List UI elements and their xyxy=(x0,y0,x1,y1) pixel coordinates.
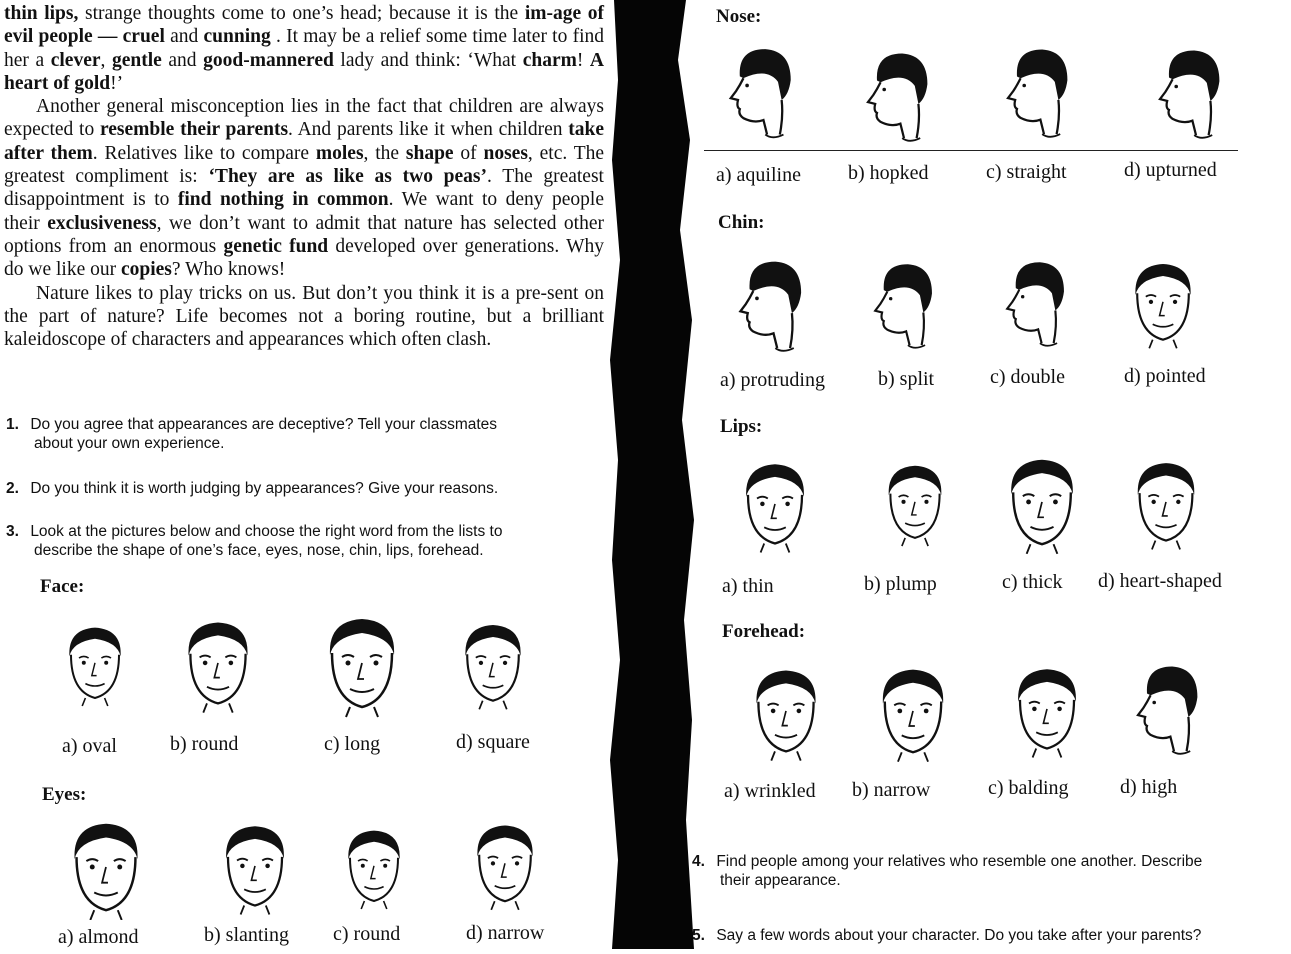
caption-lips-d: d) heart-shaped xyxy=(1098,570,1222,592)
caption-forehead-a: a) wrinkled xyxy=(724,780,816,802)
lips-heading: Lips: xyxy=(720,416,763,437)
profile-illustration-icon xyxy=(1142,36,1232,146)
question-text-line1: Do you agree that appearances are deceptive? Tell your classmates xyxy=(30,416,498,433)
binding-gutter xyxy=(606,0,696,949)
caption-chin-c: c) double xyxy=(990,366,1065,388)
question-text-line1: Say a few words about your character. Do you take after your parents? xyxy=(716,927,1202,944)
face-illustration-icon xyxy=(462,805,548,920)
caption-nose-c: c) straight xyxy=(986,161,1067,183)
question-number: 4. xyxy=(692,853,705,870)
eyes-heading: Eyes: xyxy=(42,784,87,805)
face-illustration-icon xyxy=(866,654,960,766)
face-illustration-icon xyxy=(55,606,135,718)
caption-forehead-d: d) high xyxy=(1120,776,1178,798)
question-text-line1: Find people among your relatives who resemble one another. Describe xyxy=(716,853,1203,870)
question-2 xyxy=(6,479,606,498)
face-illustration-icon xyxy=(334,810,414,920)
profile-illustration-icon xyxy=(1120,650,1210,764)
question-number: 3. xyxy=(6,523,19,540)
caption-chin-a: a) protruding xyxy=(720,369,825,391)
face-illustration-icon xyxy=(1122,446,1210,556)
profile-illustration-icon xyxy=(858,246,944,360)
caption-eyes-a: a) almond xyxy=(58,926,139,948)
paragraph-3: Nature likes to play tricks on us. But don’t you think it is a pre-sent on the part of nature? Life becomes not a boring routine, but a brilliant kaleidoscope of characters and appearances which often clash. xyxy=(4,282,604,351)
question-text-line1: Look at the pictures below and choose the right word from the lists to xyxy=(30,523,503,540)
caption-chin-b: b) split xyxy=(878,368,935,390)
face-heading: Face: xyxy=(40,576,85,597)
caption-nose-a: a) aquiline xyxy=(716,164,801,186)
question-5 xyxy=(692,926,1290,945)
face-illustration-icon xyxy=(994,446,1090,556)
question-4 xyxy=(692,852,1290,890)
profile-illustration-icon xyxy=(712,40,804,140)
caption-face-b: b) round xyxy=(170,733,239,755)
question-text-line2: about your own experience. xyxy=(34,435,225,452)
caption-forehead-c: c) balding xyxy=(988,777,1069,799)
face-illustration-icon xyxy=(52,812,160,920)
face-illustration-icon xyxy=(730,448,820,558)
question-text-line2: describe the shape of one’s face, eyes, nose, chin, lips, forehead. xyxy=(34,542,484,559)
chin-heading: Chin: xyxy=(718,212,765,233)
face-illustration-icon xyxy=(172,606,264,718)
question-number: 5. xyxy=(692,927,705,944)
question-text-line1: Do you think it is worth judging by appearances? Give your reasons. xyxy=(30,480,499,497)
caption-eyes-d: d) narrow xyxy=(466,922,545,944)
face-illustration-icon xyxy=(312,606,412,718)
caption-forehead-b: b) narrow xyxy=(852,779,931,801)
caption-face-d: d) square xyxy=(456,731,530,753)
face-illustration-icon xyxy=(1002,652,1092,764)
forehead-heading: Forehead: xyxy=(722,621,806,642)
caption-eyes-c: c) round xyxy=(333,923,401,945)
profile-illustration-icon xyxy=(990,38,1080,142)
face-illustration-icon xyxy=(450,606,536,718)
face-illustration-icon xyxy=(1120,242,1206,360)
right-page xyxy=(690,0,1291,949)
profile-illustration-icon xyxy=(850,40,940,148)
profile-illustration-icon xyxy=(722,246,814,360)
face-illustration-icon xyxy=(210,810,300,920)
face-illustration-icon xyxy=(874,444,956,558)
paragraph-2: Another general misconception lies in the fact that children are always expected to resemble their parents. And parents like it when children take after them. Relatives like to compare moles, the shape of noses, etc. The greatest compliment is: ‘They are as like as two peas’. The greatest disappointment is to find nothing in common. We want to deny people their exclusiveness, we don’t want to admit that nature has selected other options from an enormous genetic fund developed over generations. Why do we like our copies? Who knows! xyxy=(4,96,605,281)
caption-nose-d: d) upturned xyxy=(1124,159,1217,181)
caption-chin-d: d) pointed xyxy=(1124,365,1206,387)
caption-eyes-b: b) slanting xyxy=(204,924,289,946)
caption-lips-a: a) thin xyxy=(722,575,774,597)
face-illustration-icon xyxy=(740,654,832,766)
caption-nose-b: b) hopked xyxy=(848,162,929,184)
left-page xyxy=(0,0,612,949)
caption-lips-c: c) thick xyxy=(1002,571,1063,593)
nose-heading: Nose: xyxy=(716,6,762,27)
question-3 xyxy=(6,522,606,560)
reading-text xyxy=(4,2,604,351)
question-number: 2. xyxy=(6,480,19,497)
question-text-line2: their appearance. xyxy=(720,872,841,889)
divider-line xyxy=(704,150,1238,151)
question-1 xyxy=(6,415,606,453)
paragraph-1: thin lips, strange thoughts come to one’s head; because it is the im-age of evil people — cruel and cunning . It may be a relief some time later to find her a clever, gentle and good-mannered lady and think: ‘What charm! A heart of gold!’ xyxy=(4,3,605,94)
caption-face-a: a) oval xyxy=(62,735,117,757)
question-number: 1. xyxy=(6,416,19,433)
caption-lips-b: b) plump xyxy=(864,573,937,595)
caption-face-c: c) long xyxy=(324,733,381,755)
profile-illustration-icon xyxy=(990,246,1076,356)
